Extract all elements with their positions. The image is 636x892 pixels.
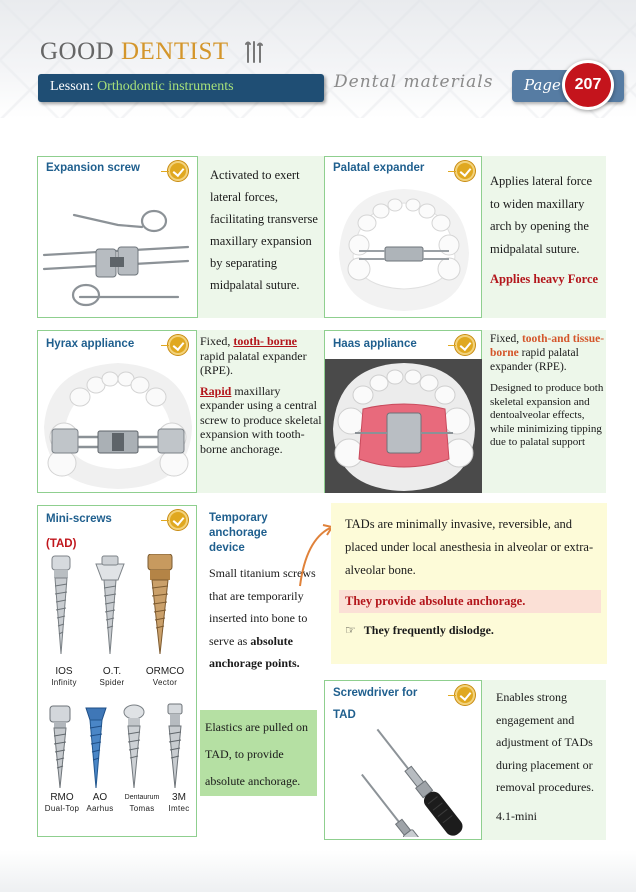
brand-model: Infinity (51, 678, 77, 687)
tad-info-bullet (345, 619, 607, 642)
heavy-force-note: Applies heavy Force (490, 272, 599, 286)
text: Small titanium screws that are temporarily inserted into bone to serve as (209, 566, 316, 648)
elastics-note: Elastics are pulled on TAD, to provide absolute anchorage. (200, 710, 317, 796)
card-title: Screwdriver for (333, 687, 418, 699)
card-palatal-expander (324, 156, 482, 318)
haas-appliance-illustration (325, 359, 483, 493)
desc-line: lateral forces, (210, 190, 279, 204)
lesson-bar (38, 74, 324, 102)
tooth-tissue-borne-highlight: tooth-and tissue-borne (490, 333, 605, 359)
desc-line: maxillary expansion (210, 234, 312, 248)
brand-part1: GOOD (40, 38, 121, 65)
card-title: Mini-screws (46, 513, 112, 525)
screw-label-dentaurum (118, 792, 166, 814)
card-title: Hyrax appliance (46, 338, 135, 350)
check-badge-icon (168, 510, 188, 530)
hyrax-appliance-illustration (40, 357, 196, 491)
absolute-anchorage-highlight: They provide absolute anchorage. (339, 590, 601, 613)
tad-title-line: device (209, 542, 245, 554)
palatal-expander-illustration (329, 183, 479, 315)
card-haas-desc (482, 330, 606, 493)
screwdriver-code: 4.1-mini (496, 808, 537, 823)
text: rapid palatal expander (RPE). (200, 348, 307, 377)
card-title: Expansion screw (46, 162, 140, 174)
hyrax-para-1 (200, 334, 324, 378)
brand-model: Imtec (168, 804, 190, 813)
desc-line: midpalatal suture. (210, 278, 300, 292)
brand-model: Aarhus (86, 804, 114, 813)
brand-name: 3M (172, 792, 186, 803)
subject-title: Dental materials (334, 72, 494, 92)
card-screwdriver (324, 680, 482, 840)
text: rapid palatal expander (RPE). (490, 347, 579, 373)
screwdriver-desc-text: Enables strong engagement and adjustment of TADs during placement or removal procedures. (496, 690, 594, 794)
desc-line: by separating (210, 256, 277, 270)
screw-label-3m (164, 792, 194, 814)
screwdriver-illustration (355, 701, 479, 837)
pointing-hand-icon: ☞ (345, 623, 356, 637)
card-title-line2: TAD (333, 709, 356, 721)
card-haas-appliance (324, 330, 482, 493)
screw-label-ios (46, 666, 82, 688)
rapid-highlight: Rapid (200, 383, 232, 398)
tad-title-line: Temporary (209, 512, 268, 524)
text: Fixed, (490, 333, 522, 345)
card-expansion-screw-desc (198, 156, 324, 318)
card-subtitle: (TAD) (46, 538, 77, 550)
card-expansion-screw (37, 156, 198, 318)
screw-label-ot (92, 666, 132, 688)
brand-logo (40, 38, 229, 66)
haas-para-2: Designed to produce both skeletal expansion and dentoalveolar effects, while minimizing tipping due to palatal support (490, 382, 604, 448)
brand-part2: DENTIST (120, 38, 229, 65)
desc-line: Activated to exert (210, 168, 300, 182)
check-badge-icon (455, 335, 475, 355)
brand-name: AO (92, 792, 108, 803)
page-footer (0, 850, 636, 892)
card-palatal-expander-desc (482, 156, 606, 318)
screw-label-ormco (140, 666, 190, 688)
screw-label-ao (82, 792, 118, 814)
brand-name: O.T. (102, 666, 122, 677)
page-header (0, 0, 636, 118)
haas-para-1 (490, 332, 606, 374)
card-title: Haas appliance (333, 338, 417, 350)
card-hyrax-desc (197, 330, 324, 493)
mini-screws-row1-illustration (44, 554, 194, 664)
brand-name: IOS (55, 666, 73, 677)
desc-line: facilitating transverse (210, 212, 318, 226)
card-title: Palatal expander (333, 162, 425, 174)
brand-model: Tomas (129, 804, 155, 813)
lesson-label: Lesson: (50, 79, 94, 94)
brand-name: RMO (50, 792, 74, 803)
absolute-anchorage-emphasis: absolute anchorage points. (209, 633, 300, 670)
desc-line: Applies lateral force (490, 174, 593, 188)
brand-name: Dentaurum (124, 794, 160, 801)
bullet-text: They frequently dislodge. (363, 623, 494, 637)
card-hyrax-appliance (37, 330, 197, 493)
desc-line: arch by opening the (490, 219, 589, 233)
brand-model: Spider (99, 678, 125, 687)
desc-line: midpalatal suture. (490, 241, 580, 256)
check-badge-icon (455, 161, 475, 181)
tooth-borne-highlight: tooth- borne (233, 334, 298, 348)
tad-info-text: TADs are minimally invasive, reversible, and placed under local anesthesia in alveolar or extra-alveolar bone. (345, 517, 594, 577)
tad-title-line: anchorage (209, 527, 268, 539)
check-badge-icon (168, 335, 188, 355)
card-screwdriver-desc (482, 680, 606, 840)
mini-screws-row2-illustration (42, 702, 194, 792)
check-badge-icon (168, 161, 188, 181)
text: Fixed, (200, 334, 234, 348)
screw-label-rmo (42, 792, 82, 814)
hyrax-para-2 (200, 384, 324, 457)
curved-arrow-icon (296, 520, 336, 590)
page-label: Page (524, 76, 561, 94)
text: maxillary expander using a central screw to produce skeletal expansion with tooth-borne anchorage. (200, 383, 322, 456)
brand-model: Vector (152, 678, 178, 687)
expansion-screw-illustration (38, 197, 198, 317)
page-number-badge: 207 (562, 60, 614, 110)
dental-tools-icon (244, 40, 266, 69)
brand-model: Dual-Top (44, 804, 80, 813)
brand-name: ORMCO (145, 666, 185, 677)
tad-info-box (331, 503, 607, 664)
card-mini-screws (37, 505, 197, 837)
desc-line: to widen maxillary (490, 196, 585, 211)
lesson-value: Orthodontic instruments (97, 79, 234, 94)
